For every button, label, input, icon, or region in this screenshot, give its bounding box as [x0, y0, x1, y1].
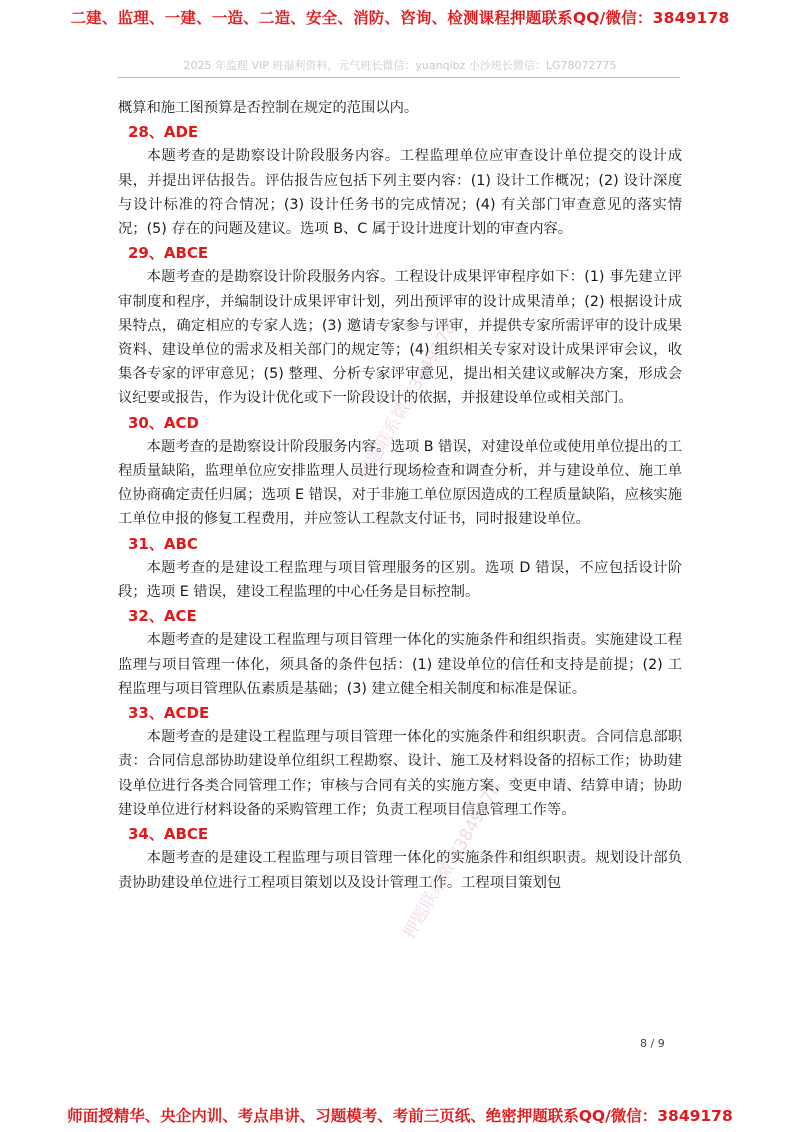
answer-heading: 28、ADE	[128, 123, 199, 142]
explanation-paragraph: 本题考查的是建设工程监理与项目管理服务的区别。选项 D 错误，不应包括设计阶段；选项 E 错误，建设工程监理的中心任务是目标控制。	[118, 559, 682, 601]
explanation-paragraph: 本题考查的是建设工程监理与项目管理一体化的实施条件和组织职责。合同信息部职责：合同信息部协助建设单位组织工程勘察、设计、施工及材料设备的招标工作；协助建设单位进行各类合同管理工作；审核与合同有关的实施方案、变更申请、结算申请；协助建设单位进行材料设备的采购管理工作；负责工程项目信息管理工作等。	[118, 729, 682, 818]
watermark-lower: 押题联系微信3849178	[399, 778, 506, 943]
watermark-upper: 押题联系微信3849178	[354, 318, 461, 483]
answer-heading: 30、ACD	[128, 413, 199, 432]
header-divider	[118, 77, 680, 78]
answer-heading: 34、ABCE	[128, 825, 209, 844]
answer-heading: 32、ACE	[128, 607, 197, 626]
page-number: 8 / 9	[640, 1037, 665, 1050]
top-banner: 二建、监理、一建、一造、二造、安全、消防、咨询、检测课程押题联系QQ/微信：3849178	[70, 9, 730, 27]
document-body	[118, 96, 682, 895]
sub-header: 2025 年监理 VIP 班福利资料，元气班长微信：yuanqibz 小沙班长微信：LG78072775	[183, 59, 617, 72]
explanation-paragraph: 本题考查的是建设工程监理与项目管理一体化的实施条件和组织职责。规划设计部负责协助建设单位进行工程项目策划以及设计管理工作。工程项目策划包	[118, 850, 682, 891]
explanation-paragraph: 概算和施工图预算是否控制在规定的范围以内。	[118, 100, 419, 116]
explanation-paragraph: 本题考查的是勘察设计阶段服务内容。选项 B 错误，对建设单位或使用单位提出的工程质量缺陷，监理单位应安排监理人员进行现场检查和调查分析，并与建设单位、施工单位协商确定责任归属；选项 E 错误，对于非施工单位原因造成的工程质量缺陷，应核实施工单位申报的修复工程费用，并应签认工程款支付证书，同时报建设单位。	[118, 438, 682, 528]
answer-heading: 31、ABC	[128, 534, 198, 553]
explanation-paragraph: 本题考查的是勘察设计阶段服务内容。工程设计成果评审程序如下：(1) 事先建立评审制度和程序，并编制设计成果评审计划，列出预评审的设计成果清单；(2) 根据设计成果特点，确定相应的专家人选；(3) 邀请专家参与评审，并提供专家所需评审的设计成果资料、建设单位的需求及相关部门的规定等；(4) 组织相关专家对设计成果评审会议，收集各专家的评审意见；(5) 整理、分析专家评审意见，提出相关建议或解决方案，形成会议纪要或报告，作为设计优化或下一阶段设计的依据，并报建设单位或相关部门。	[118, 269, 682, 407]
explanation-paragraph: 本题考查的是勘察设计阶段服务内容。工程监理单位应审查设计单位提交的设计成果，并提出评估报告。评估报告应包括下列主要内容：(1) 设计工作概况；(2) 设计深度与设计标准的符合情况；(3) 设计任务书的完成情况；(4) 有关部门审查意见的落实情况；(5) 存在的问题及建议。选项 B、C 属于设计进度计划的审查内容。	[118, 148, 682, 238]
explanation-paragraph: 本题考查的是建设工程监理与项目管理一体化的实施条件和组织指责。实施建设工程监理与项目管理一体化，须具备的条件包括：(1) 建设单位的信任和支持是前提；(2) 工程监理与项目管理队伍素质是基础；(3) 建立健全相关制度和标准是保证。	[118, 632, 682, 697]
bottom-banner: 师面授精华、央企内训、考点串讲、习题模考、考前三页纸、绝密押题联系QQ/微信：3849178	[67, 1107, 733, 1125]
answer-heading: 29、ABCE	[128, 244, 209, 263]
answer-heading: 33、ACDE	[128, 704, 210, 723]
